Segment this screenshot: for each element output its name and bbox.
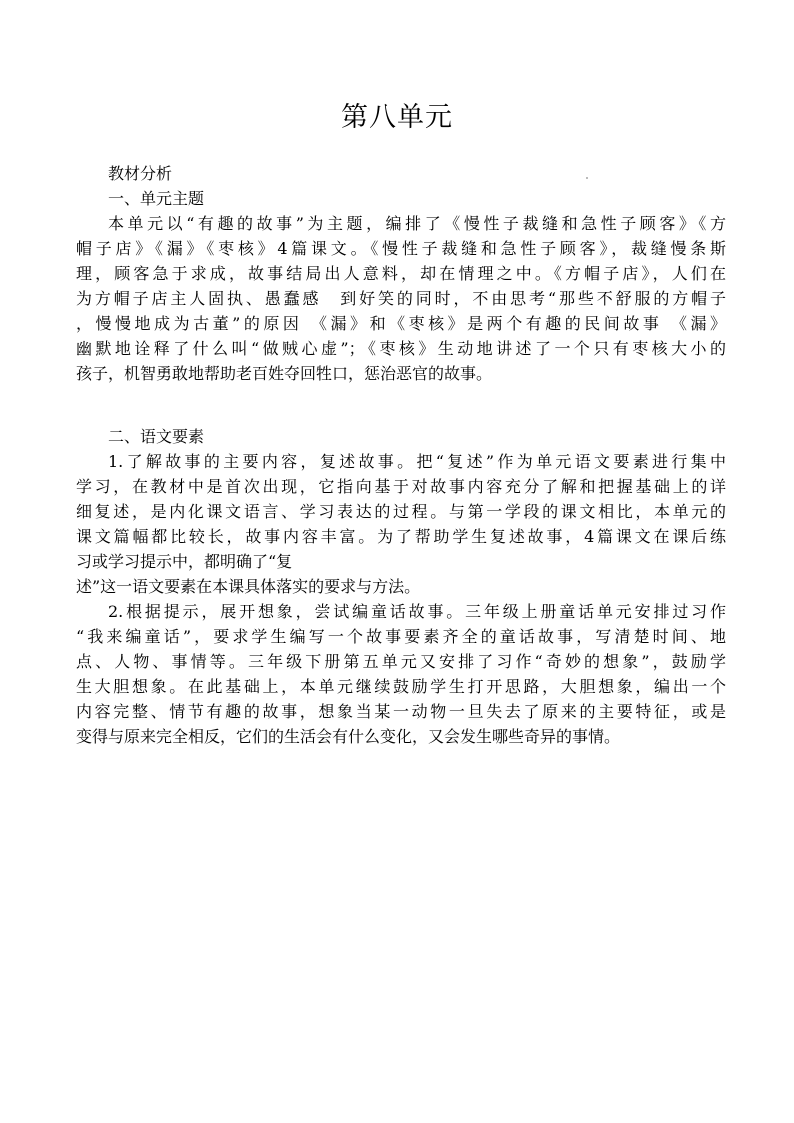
text-line: 1.了解故事的主要内容，复述故事。把“复述”作为单元语文要素进行集中 <box>108 452 726 471</box>
text-line: ，慢慢地成为古董”的原因 《漏》和《枣核》是两个有趣的民间故事 《漏》 <box>76 314 726 333</box>
text-line: 2.根据提示，展开想象，尝试编童话故事。三年级上册童话单元安排过习作 <box>108 602 726 621</box>
text-line: 为方帽子店主人固执、愚蠢感 到好笑的同时，不由思考“那些不舒服的方帽子 <box>76 289 726 308</box>
text-line: 学习，在教材中是首次出现，它指向基于对故事内容充分了解和把握基础上的详 <box>76 477 726 496</box>
spacer <box>76 386 726 424</box>
paragraph-elements-1 <box>76 449 726 599</box>
text-line: 孩子，机智勇敢地帮助老百姓夺回牲口，惩治恶官的故事。 <box>76 364 493 383</box>
section-heading-theme: 一、单元主题 <box>108 189 205 208</box>
text-line: 点、人物、事情等。三年级下册第五单元又安排了习作“奇妙的想象”，鼓励学 <box>76 652 726 671</box>
section-heading-elements: 二、语文要素 <box>108 427 205 446</box>
section-label: 教材分析 <box>108 164 173 183</box>
paragraph-theme <box>76 211 726 386</box>
page-title: 第八单元 <box>341 102 453 133</box>
text-line: 本单元以“有趣的故事”为主题，编排了《慢性子裁缝和急性子顾客》《方 <box>108 214 726 233</box>
text-line: 课文篇幅都比较长，故事内容丰富。为了帮助学生复述故事，4篇课文在课后练 <box>76 527 726 546</box>
text-line: “我来编童话”，要求学生编写一个故事要素齐全的童话故事，写清楚时间、地 <box>76 627 726 646</box>
text-line: 理，顾客急于求成，故事结局出人意料，却在情理之中。《方帽子店》，人们在 <box>76 264 726 283</box>
paragraph-elements-2 <box>76 599 726 749</box>
text-line: 细复述，是内化课文语言、学习表达的过程。与第一学段的课文相比，本单元的 <box>76 502 726 521</box>
text-line: 内容完整、情节有趣的故事，想象当某一动物一旦失去了原来的主要特征，或是 <box>76 702 726 721</box>
text-line: 幽默地诠释了什么叫“做贼心虚”；《枣核》生动地讲述了一个只有枣核大小的 <box>76 339 726 358</box>
text-line: 帽子店》《漏》《枣核》4篇课文。《慢性子裁缝和急性子顾客》，裁缝慢条斯 <box>76 239 726 258</box>
document-body <box>76 161 726 749</box>
text-line: 述”这一语文要素在本课具体落实的要求与方法。 <box>76 577 421 596</box>
text-line: 生大胆想象。在此基础上，本单元继续鼓励学生打开思路，大胆想象，编出一个 <box>76 677 726 696</box>
text-line: 习或学习提示中，都明确了“复 <box>76 552 293 571</box>
text-line: 变得与原来完全相反，它们的生活会有什么变化，又会发生哪些奇异的事情。 <box>76 727 621 746</box>
